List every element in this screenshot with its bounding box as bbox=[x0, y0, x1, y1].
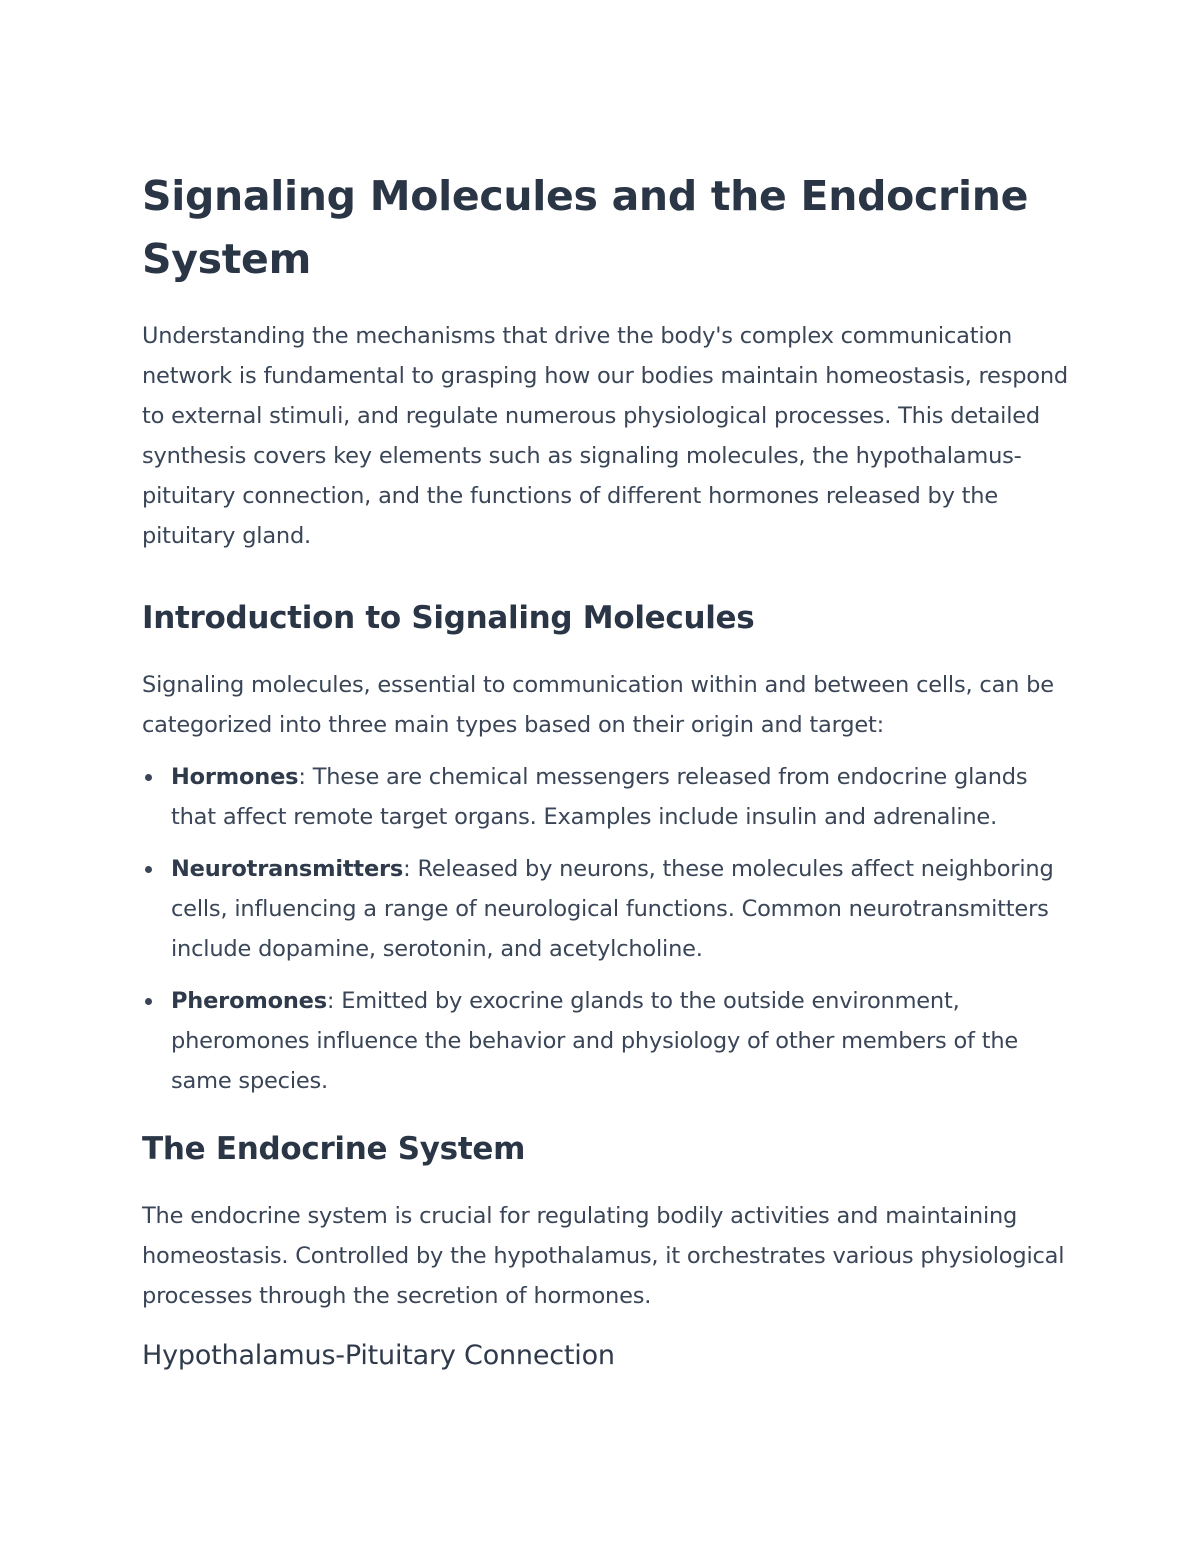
subsection-heading-hypothalamus-pituitary: Hypothalamus-Pituitary Connection bbox=[142, 1340, 615, 1371]
list-item-hormones bbox=[142, 757, 1072, 837]
page-title: Signaling Molecules and the Endocrine System bbox=[142, 172, 1029, 283]
document-page bbox=[142, 165, 1072, 1376]
list-item-term: Hormones bbox=[171, 764, 299, 790]
list-item-neurotransmitters bbox=[142, 849, 1072, 969]
intro-paragraph: Understanding the mechanisms that drive the body's complex communication network is fundamental to grasping how our bodies maintain homeostasis, respond to external stimuli, and regulate numerous physiological processes. This detailed synthesis covers key elements such as signaling molecules, the hypothalamus-pituitary connection, and the functions of different hormones released by the pituitary gland. bbox=[142, 323, 1069, 549]
list-item-pheromones bbox=[142, 981, 1072, 1101]
bullet-icon bbox=[145, 866, 152, 873]
endocrine-system-paragraph: The endocrine system is crucial for regulating bodily activities and maintaining homeostasis. Controlled by the hypothalamus, it orchestrates various physiological processes through the secretion of hormones. bbox=[142, 1203, 1065, 1309]
bullet-icon bbox=[145, 774, 152, 781]
list-item-text: : Released by neurons, these molecules affect neighboring cells, influencing a range of neurological functions. Common neurotransmitters include dopamine, serotonin, and acetylcholine. bbox=[171, 856, 1054, 962]
bullet-icon bbox=[145, 998, 152, 1005]
signaling-molecules-paragraph: Signaling molecules, essential to communication within and between cells, can be categorized into three main types based on their origin and target: bbox=[142, 672, 1054, 738]
signaling-molecule-types-list bbox=[142, 757, 1072, 1101]
list-item-text: : Emitted by exocrine glands to the outside environment, pheromones influence the behavior and physiology of other members of the same species. bbox=[171, 988, 1019, 1094]
section-heading-endocrine-system: The Endocrine System bbox=[142, 1131, 526, 1167]
section-heading-signaling-molecules: Introduction to Signaling Molecules bbox=[142, 600, 755, 636]
list-item-text: : These are chemical messengers released from endocrine glands that affect remote target organs. Examples include insulin and adrenaline. bbox=[171, 764, 1028, 830]
list-item-term: Neurotransmitters bbox=[171, 856, 404, 882]
list-item-term: Pheromones bbox=[171, 988, 327, 1014]
